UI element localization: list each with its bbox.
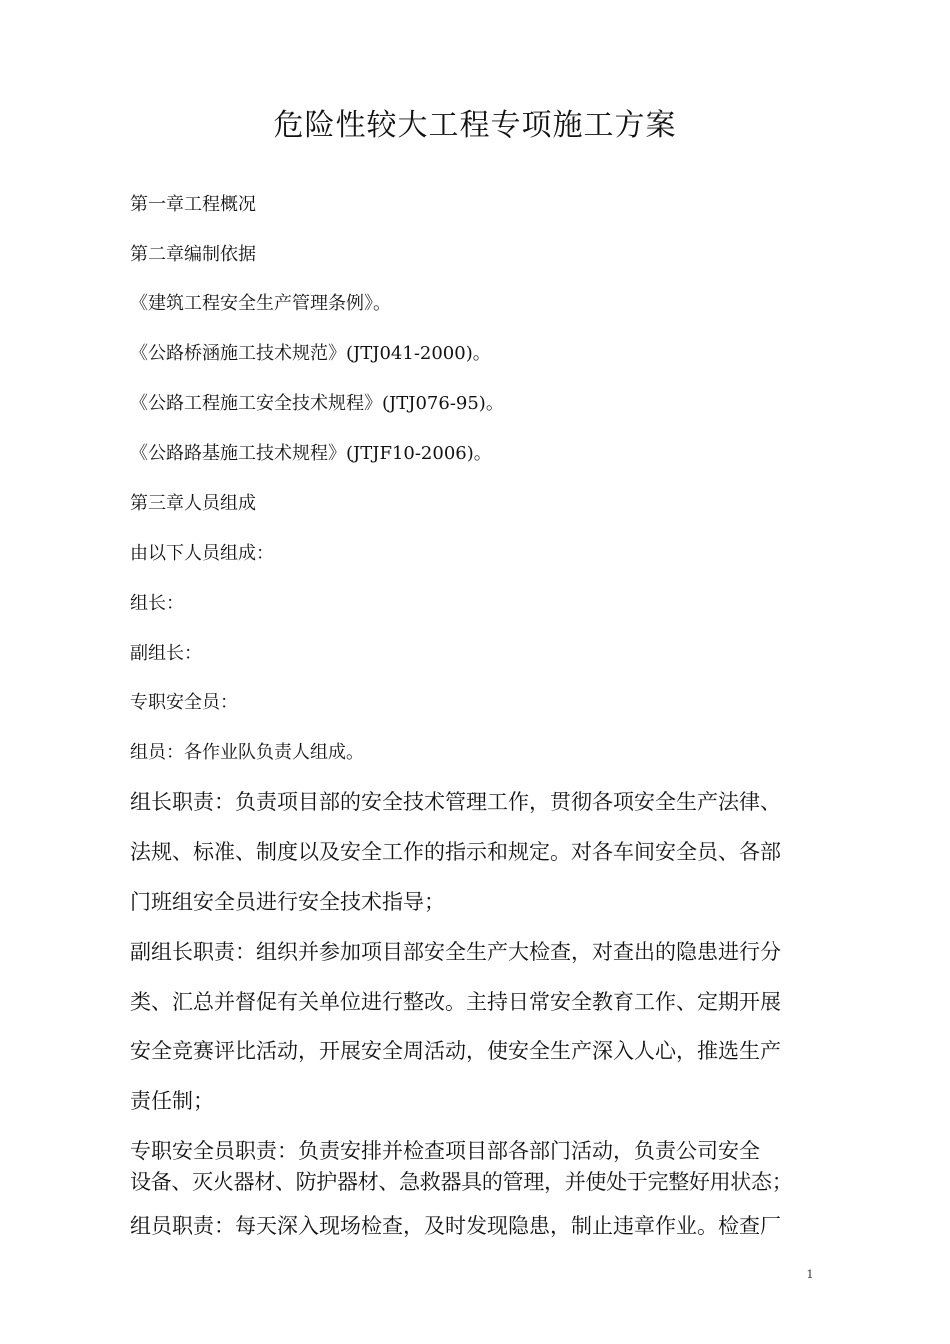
document-title: 危险性较大工程专项施工方案 <box>273 108 677 143</box>
chapter-heading-2: 第二章编制依据 <box>130 244 256 265</box>
reference-item: 《公路工程施工安全技术规程》(JTJ076-95)。 <box>130 393 504 414</box>
body-line: 由以下人员组成： <box>130 543 274 564</box>
body-line: 副组长职责：组织并参加项目部安全生产大检查，对查出的隐患进行分 <box>130 940 781 964</box>
chapter-heading-1: 第一章工程概况 <box>130 194 256 215</box>
body-line: 设备、灭火器材、防护器材、急救器具的管理，并使处于完整好用状态； <box>130 1170 793 1194</box>
team-member-line: 组员：各作业队负责人组成。 <box>130 742 364 763</box>
reference-item: 《公路桥涵施工技术规范》(JTJ041-2000)。 <box>130 343 491 364</box>
reference-item: 《建筑工程安全生产管理条例》。 <box>130 293 391 314</box>
body-line: 安全竞赛评比活动，开展安全周活动，使安全生产深入人心，推选生产 <box>130 1039 781 1063</box>
body-line: 专职安全员职责：负责安排并检查项目部各部门活动，负责公司安全 <box>130 1139 760 1163</box>
team-member-line: 专职安全员： <box>130 692 238 713</box>
page-number: 1 <box>806 1268 814 1281</box>
chapter-heading-3: 第三章人员组成 <box>130 493 256 514</box>
reference-item: 《公路路基施工技术规程》(JTJF10-2006)。 <box>130 443 492 464</box>
body-line: 责任制； <box>130 1089 214 1113</box>
team-member-line: 副组长： <box>130 643 202 664</box>
body-line: 法规、标准、制度以及安全工作的指示和规定。对各车间安全员、各部 <box>130 840 781 864</box>
team-member-line: 组长： <box>130 593 184 614</box>
body-line: 组员职责：每天深入现场检查，及时发现隐患，制止违章作业。检查厂 <box>130 1214 781 1238</box>
body-line: 组长职责：负责项目部的安全技术管理工作，贯彻各项安全生产法律、 <box>130 790 781 814</box>
body-line: 类、汇总并督促有关单位进行整改。主持日常安全教育工作、定期开展 <box>130 990 781 1014</box>
body-line: 门班组安全员进行安全技术指导； <box>130 890 445 914</box>
